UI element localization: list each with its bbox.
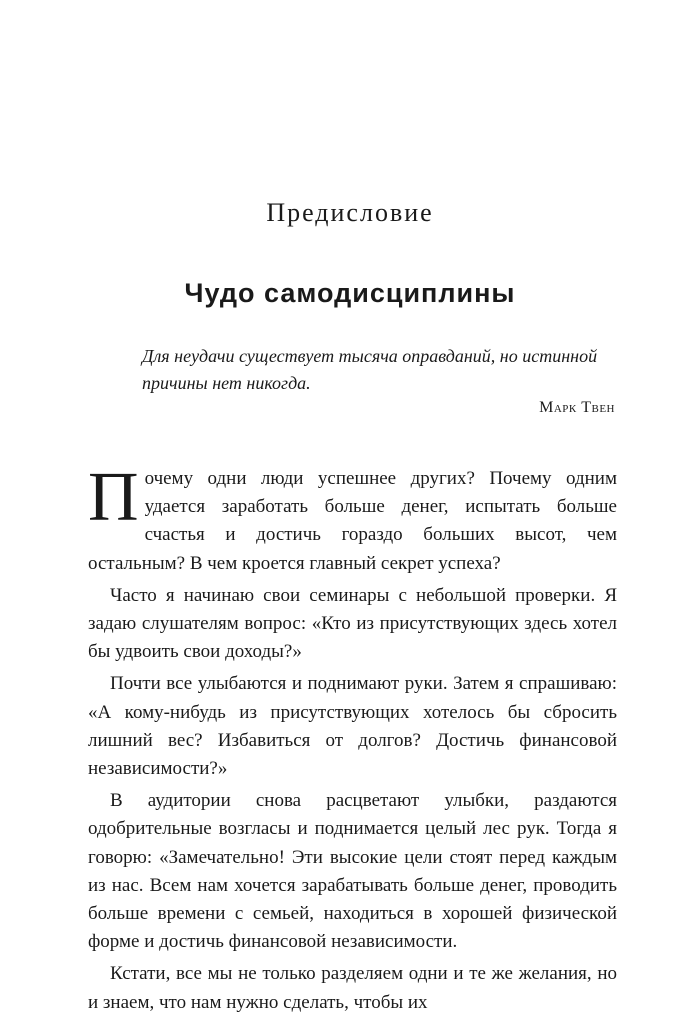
paragraph-4: В аудитории снова расцветают улыбки, раздаются одобрительные возгласы и поднимается целый лес рук. Тогда я говорю: «Замечательно! Эти высокие цели стоят перед каждым из нас. Всем нам хочется зарабатывать больше денег, проводить больше времени с семьей, находиться в хорошей физической форме и достичь финансовой независимости. — [88, 790, 617, 953]
epigraph — [142, 343, 617, 417]
drop-cap: П — [88, 459, 139, 536]
epigraph-text: Для неудачи существует тысяча оправданий, но истинной причины нет никогда. — [142, 346, 598, 393]
paragraph-1 — [88, 459, 617, 578]
paragraph-2: Часто я начинаю свои семинары с небольшой проверки. Я задаю слушателям вопрос: «Кто из присутствующих здесь хотел бы удвоить свои доходы?» — [88, 584, 617, 663]
paragraph-3: Почти все улыбаются и поднимают руки. Затем я спрашиваю: «А кому-нибудь из присутствующих хотелось бы сбросить лишний вес? Избавиться от долгов? Достичь финансовой независимости?» — [88, 673, 617, 780]
chapter-title: Чудо самодисциплины — [184, 278, 516, 308]
paragraph-1-text: очему одни люди успешнее других? Почему одним удается заработать больше денег, испытать больше счастья и достичь гораздо больших высот, чем остальным? В чем кроется главный секрет успеха? — [88, 468, 617, 574]
epigraph-author: Марк Твен — [539, 399, 615, 416]
body-text — [88, 459, 617, 1021]
paragraph-5: Кстати, все мы не только разделяем одни и те же желания, но и знаем, что нам нужно сделать, чтобы их — [88, 963, 617, 1013]
preface-label: Предисловие — [266, 198, 434, 227]
